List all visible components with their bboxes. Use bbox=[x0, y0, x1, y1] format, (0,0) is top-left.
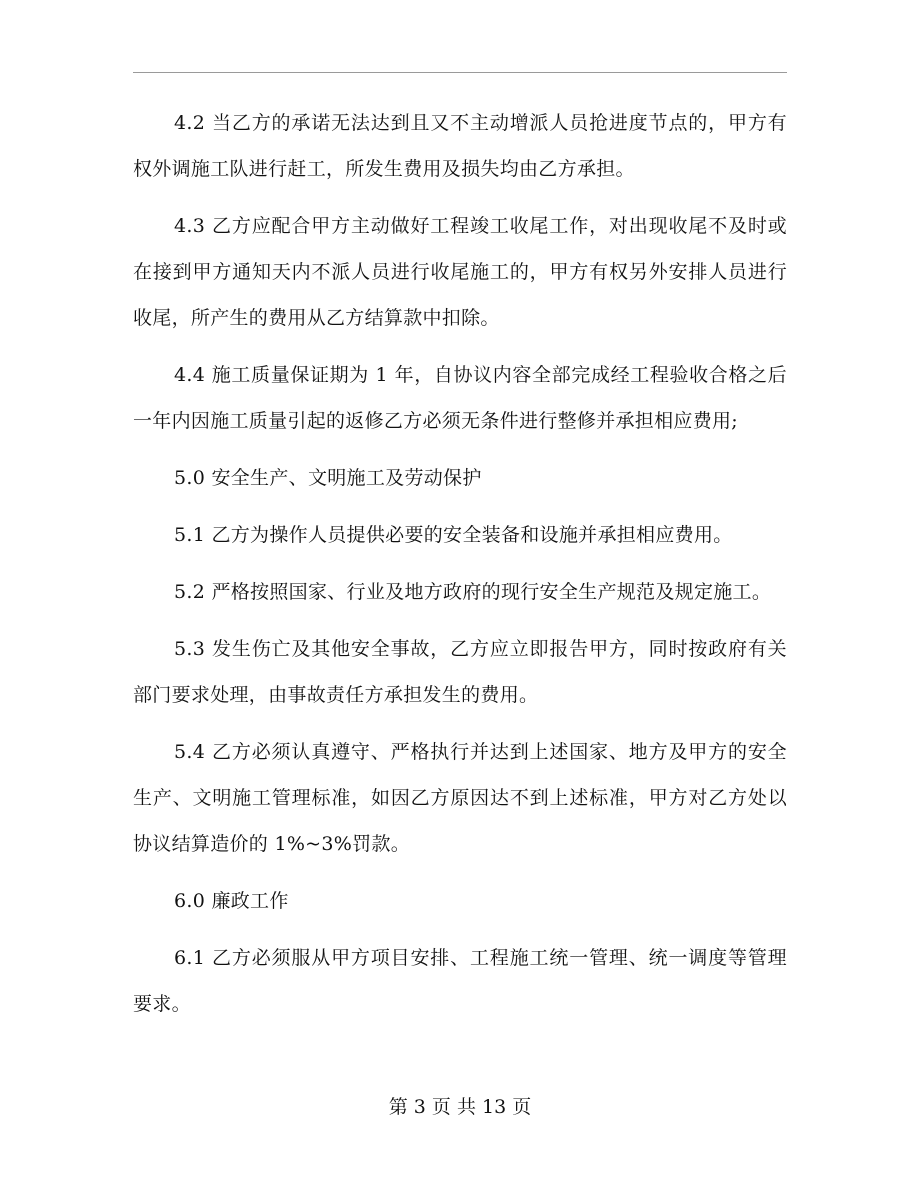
page-number: 第 3 页 共 13 页 bbox=[388, 1096, 532, 1118]
section-heading-5-0: 5.0 安全生产、文明施工及劳动保护 bbox=[174, 467, 482, 489]
paragraph-4-3: 4.3 乙方应配合甲方主动做好工程竣工收尾工作，对出现收尾不及时或在接到甲方通知天内不派人员进行收尾施工的，甲方有权另外安排人员进行收尾，所产生的费用从乙方结算款中扣除。 bbox=[133, 215, 787, 329]
document-body bbox=[133, 100, 787, 1038]
paragraph-4-4: 4.4 施工质量保证期为 1 年，自协议内容全部完成经工程验收合格之后一年内因施工质量引起的返修乙方必须无条件进行整修并承担相应费用; bbox=[133, 364, 787, 432]
paragraph-5-3: 5.3 发生伤亡及其他安全事故，乙方应立即报告甲方，同时按政府有关部门要求处理，由事故责任方承担发生的费用。 bbox=[133, 638, 787, 706]
paragraph-5-2: 5.2 严格按照国家、行业及地方政府的现行安全生产规范及规定施工。 bbox=[174, 581, 772, 603]
paragraph-6-1: 6.1 乙方必须服从甲方项目安排、工程施工统一管理、统一调度等管理要求。 bbox=[133, 947, 787, 1015]
header-rule bbox=[133, 72, 787, 73]
section-heading-6-0: 6.0 廉政工作 bbox=[174, 890, 289, 912]
paragraph-5-4: 5.4 乙方必须认真遵守、严格执行并达到上述国家、地方及甲方的安全生产、文明施工管理标准，如因乙方原因达不到上述标准，甲方对乙方处以协议结算造价的 1%~3%罚款。 bbox=[133, 741, 787, 855]
paragraph-5-1: 5.1 乙方为操作人员提供必要的安全装备和设施并承担相应费用。 bbox=[174, 524, 733, 546]
paragraph-4-2: 4.2 当乙方的承诺无法达到且又不主动增派人员抢进度节点的，甲方有权外调施工队进行赶工，所发生费用及损失均由乙方承担。 bbox=[133, 112, 787, 180]
